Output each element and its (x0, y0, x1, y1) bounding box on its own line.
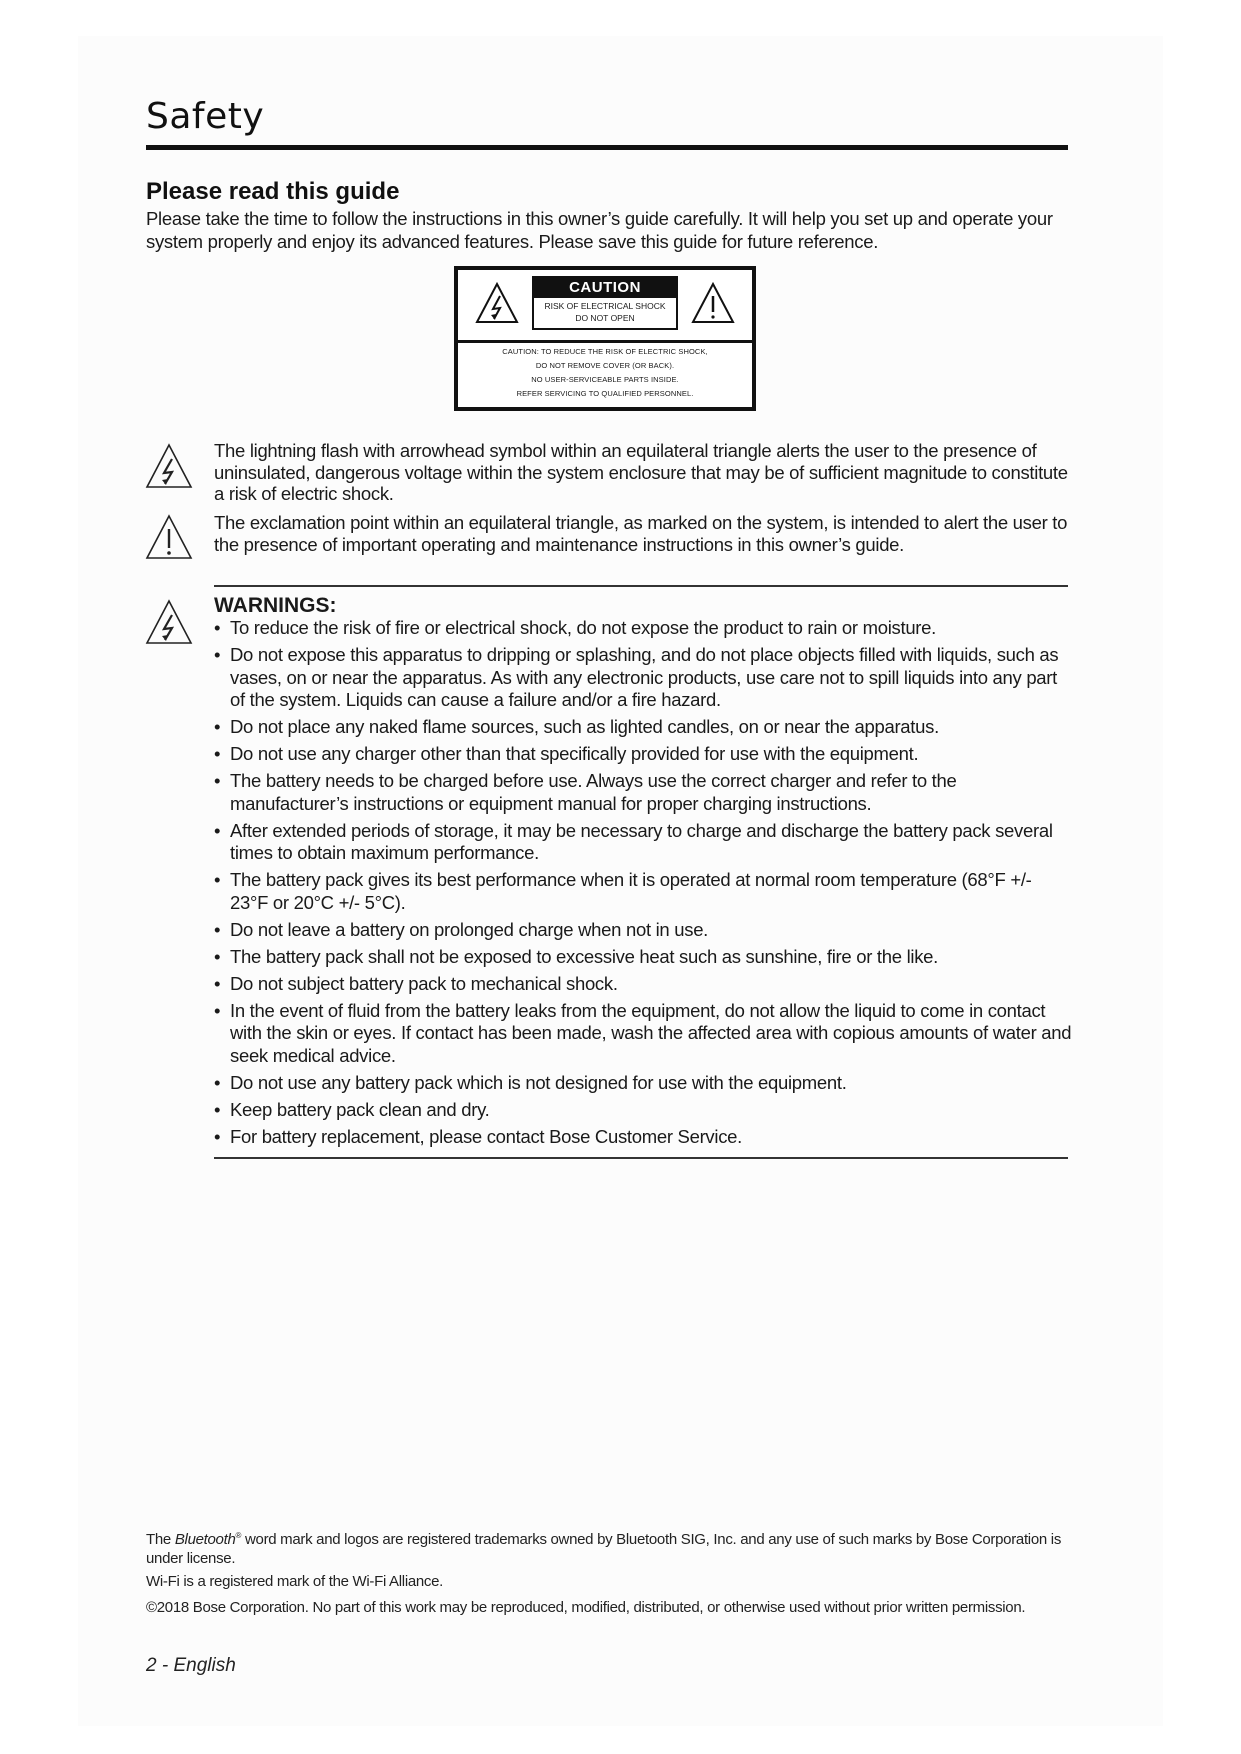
page-title: Safety (146, 96, 265, 137)
lightning-triangle-icon (145, 599, 193, 645)
caution-subtext-1: RISK OF ELECTRICAL SHOCK (544, 301, 666, 311)
caution-line: CAUTION: TO REDUCE THE RISK OF ELECTRIC SHOCK, (502, 347, 708, 356)
warning-item: • Keep battery pack clean and dry. (214, 1099, 1074, 1122)
warning-item: • Do not subject battery pack to mechanical shock. (214, 973, 1074, 996)
warning-item: • Do not expose this apparatus to dripping or splashing, and do not place objects filled with liquids, such as vases, on or near the apparatus. As with any electronic products, use care not to spill liquids into any part of the system. Liquids can cause a failure and/or a fire hazard. (214, 644, 1074, 712)
intro-paragraph: Please take the time to follow the instructions in this owner’s guide carefully. It will help you set up and operate your system properly and enjoy its advanced features. Please save this guide for future reference. (146, 208, 1053, 252)
warning-item: • Do not use any charger other than that specifically provided for use with the equipment. (214, 743, 1074, 766)
bt-registered-mark: ® (235, 1531, 242, 1540)
lightning-triangle-icon (145, 443, 193, 489)
lightning-triangle-icon (475, 282, 519, 324)
exclamation-description: The exclamation point within an equilateral triangle, as marked on the system, is intended to alert the user to the presence of important operating and maintenance instructions in this owner’s guide. (214, 512, 1068, 555)
warning-item: • Do not place any naked flame sources, such as lighted candles, on or near the apparatus. (214, 716, 1074, 739)
bt-rest: word mark and logos are registered trademarks owned by Bluetooth SIG, Inc. and any use of such marks by Bose Corporation is under license. (146, 1531, 1062, 1567)
title-rule (146, 145, 1068, 150)
caution-instructions (458, 345, 752, 401)
warnings-bottom-rule (214, 1157, 1068, 1159)
warning-item: • Do not leave a battery on prolonged charge when not in use. (214, 919, 1074, 942)
caution-header: CAUTION (534, 278, 676, 298)
wifi-trademark-note: Wi-Fi is a registered mark of the Wi-Fi Alliance. (146, 1573, 444, 1590)
caution-subtext-2: DO NOT OPEN (575, 313, 635, 323)
warning-item: • Do not use any battery pack which is not designed for use with the equipment. (214, 1072, 1074, 1095)
warnings-top-rule (214, 585, 1068, 587)
warning-item: • To reduce the risk of fire or electrical shock, do not expose the product to rain or moisture. (214, 617, 1074, 640)
caution-center-panel (532, 276, 678, 330)
exclamation-triangle-icon (145, 514, 193, 560)
warning-item: • The battery needs to be charged before use. Always use the correct charger and refer to the manufacturer’s instructions or equipment manual for proper charging instructions. (214, 770, 1074, 815)
section-heading: Please read this guide (146, 178, 400, 205)
caution-line: REFER SERVICING TO QUALIFIED PERSONNEL. (516, 389, 694, 398)
copyright-note: ©2018 Bose Corporation. No part of this work may be reproduced, modified, distributed, or otherwise used without prior written permission. (146, 1599, 1026, 1616)
warning-item: • The battery pack gives its best performance when it is operated at normal room temperature (68°F +/- 23°F or 20°C +/- 5°C). (214, 869, 1074, 914)
bt-prefix: The (146, 1531, 171, 1548)
warnings-heading: WARNINGS: (214, 594, 337, 617)
caution-label-top (458, 270, 752, 343)
bt-word: Bluetooth (174, 1531, 236, 1548)
warnings-list (214, 617, 1074, 1153)
warning-item: • The battery pack shall not be exposed to excessive heat such as sunshine, fire or the like. (214, 946, 1074, 969)
page-number: 2 - English (146, 1655, 236, 1676)
warning-item: • For battery replacement, please contact Bose Customer Service. (214, 1126, 1074, 1149)
caution-line: DO NOT REMOVE COVER (OR BACK). (535, 361, 675, 370)
caution-line: NO USER-SERVICEABLE PARTS INSIDE. (531, 375, 679, 384)
caution-label (454, 266, 756, 411)
bluetooth-trademark-note (146, 1527, 1076, 1568)
exclamation-triangle-icon (691, 282, 735, 324)
warning-item: • After extended periods of storage, it may be necessary to charge and discharge the battery pack several times to obtain maximum performance. (214, 820, 1074, 865)
lightning-description: The lightning flash with arrowhead symbol within an equilateral triangle alerts the user to the presence of uninsulated, dangerous voltage within the system enclosure that may be of sufficient magnitude to constitute a risk of electric shock. (214, 440, 1068, 504)
warning-item: • In the event of fluid from the battery leaks from the equipment, do not allow the liquid to come in contact with the skin or eyes. If contact has been made, wash the affected area with copious amounts of water and seek medical advice. (214, 1000, 1074, 1068)
